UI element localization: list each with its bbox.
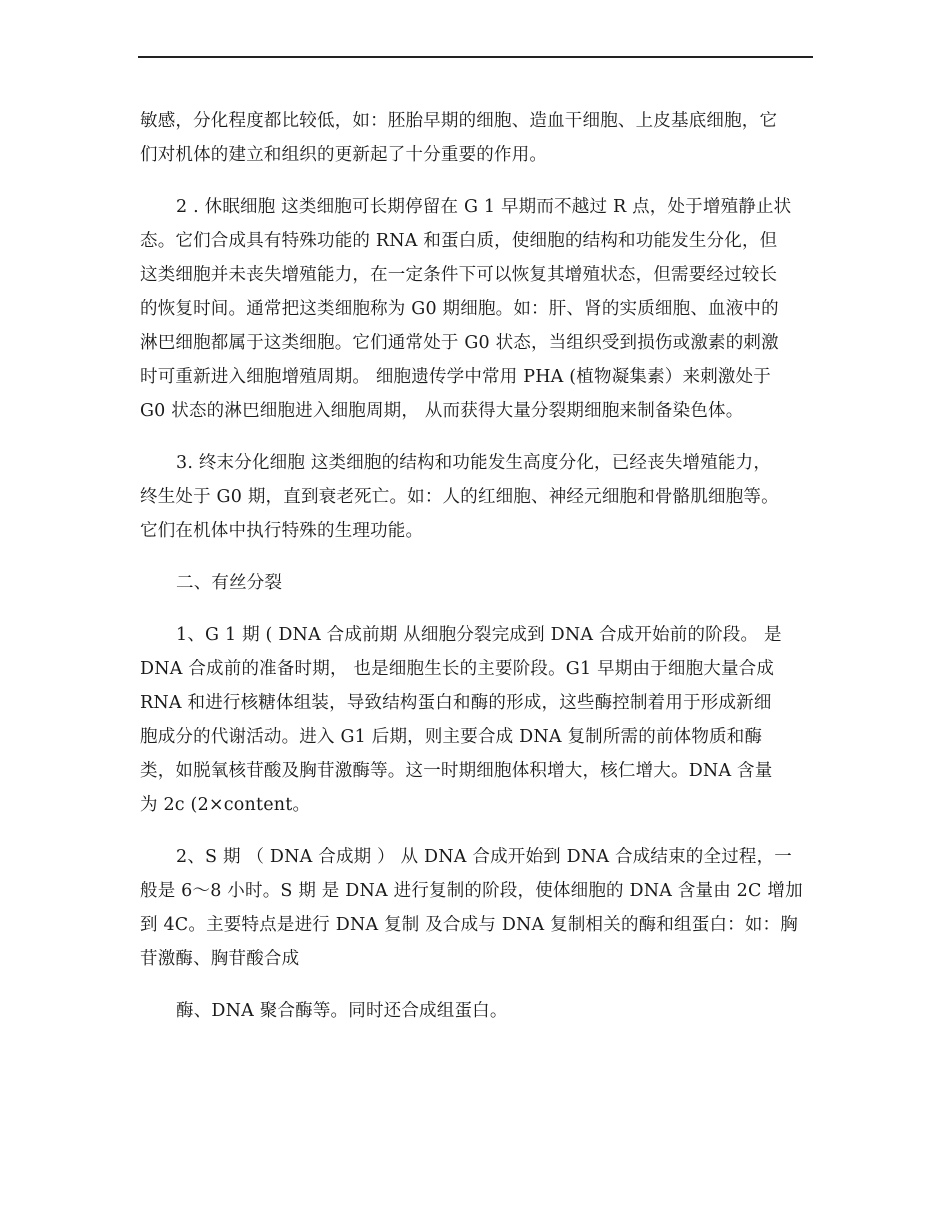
paragraph-g1-phase xyxy=(140,618,812,822)
text-line: 时可重新进入细胞增殖周期。 细胞遗传学中常用 PHA (植物凝集素）来刺激处于 xyxy=(140,367,771,387)
section-heading: 二、有丝分裂 xyxy=(176,573,283,593)
text-line: 为 2c (2×content。 xyxy=(140,795,311,815)
text-line: 淋巴细胞都属于这类细胞。它们通常处于 G0 状态，当组织受到损伤或激素的刺激 xyxy=(140,333,779,353)
text-line: 这类细胞并未丧失增殖能力，在一定条件下可以恢复其增殖状态，但需要经过较长 xyxy=(140,265,778,285)
header-rule xyxy=(138,56,813,58)
text-line: 2、S 期 （ DNA 合成期 ） 从 DNA 合成开始到 DNA 合成结束的全过程，一 xyxy=(176,847,792,867)
paragraph-3-terminal-cells xyxy=(140,446,812,548)
text-line: G0 状态的淋巴细胞进入细胞周期， 从而获得大量分裂期细胞来制备染色体。 xyxy=(140,401,744,421)
text-line: 态。它们合成具有特殊功能的 RNA 和蛋白质，使细胞的结构和功能发生分化，但 xyxy=(140,231,778,251)
paragraph-s-phase xyxy=(140,840,812,976)
text-line: 1、G 1 期 ( DNA 合成前期 从细胞分裂完成到 DNA 合成开始前的阶段。 是 xyxy=(176,625,782,645)
text-line: 终生处于 G0 期，直到衰老死亡。如：人的红细胞、神经元细胞和骨骼肌细胞等。 xyxy=(140,487,779,507)
text-line: 2 . 休眠细胞 这类细胞可长期停留在 G 1 早期而不越过 R 点，处于增殖静止状 xyxy=(176,197,792,217)
paragraph-2-dormant-cells xyxy=(140,190,812,428)
text-line: 它们在机体中执行特殊的生理功能。 xyxy=(140,521,424,541)
text-line: 们对机体的建立和组织的更新起了十分重要的作用。 xyxy=(140,145,548,165)
text-line: 的恢复时间。通常把这类细胞称为 G0 期细胞。如：肝、肾的实质细胞、血液中的 xyxy=(140,299,779,319)
text-line: 苷激酶、胸苷酸合成 xyxy=(140,949,300,969)
document-body xyxy=(140,104,812,1028)
text-line: 酶、DNA 聚合酶等。同时还合成组蛋白。 xyxy=(176,1001,508,1021)
section-heading-mitosis xyxy=(140,566,812,600)
text-line: 3. 终末分化细胞 这类细胞的结构和功能发生高度分化，已经丧失增殖能力， xyxy=(176,453,772,473)
text-line: 胞成分的代谢活动。进入 G1 后期，则主要合成 DNA 复制所需的前体物质和酶 xyxy=(140,727,763,747)
text-line: 类，如脱氧核苷酸及胸苷激酶等。这一时期细胞体积增大，核仁增大。DNA 含量 xyxy=(140,761,773,781)
paragraph-s-phase-continued xyxy=(140,994,812,1028)
paragraph-1 xyxy=(140,104,812,172)
text-line: 到 4C。主要特点是进行 DNA 复制 及合成与 DNA 复制相关的酶和组蛋白：如：胸 xyxy=(140,915,798,935)
text-line: RNA 和进行核糖体组装，导致结构蛋白和酶的形成，这些酶控制着用于形成新细 xyxy=(140,693,772,713)
text-line: 敏感，分化程度都比较低，如：胚胎早期的细胞、造血干细胞、上皮基底细胞，它 xyxy=(140,111,778,131)
text-line: 般是 6～8 小时。S 期 是 DNA 进行复制的阶段，使体细胞的 DNA 含量由 2C 增加 xyxy=(140,881,803,901)
text-line: DNA 合成前的准备时期， 也是细胞生长的主要阶段。G1 早期由于细胞大量合成 xyxy=(140,659,775,679)
